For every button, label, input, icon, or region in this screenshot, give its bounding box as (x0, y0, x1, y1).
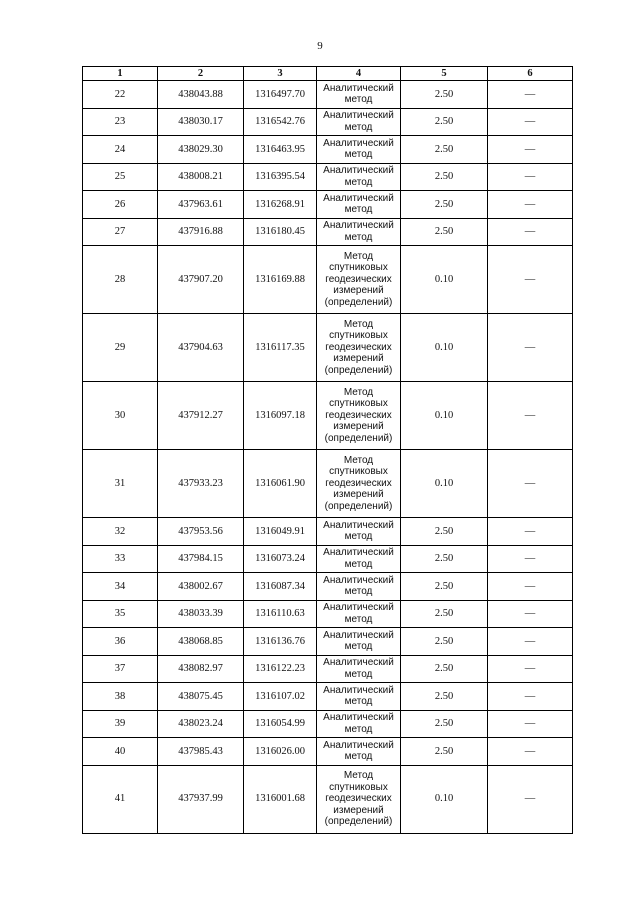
note-cell: — (488, 765, 573, 833)
note-cell: — (488, 191, 573, 219)
y-coordinate-cell: 1316542.76 (244, 108, 317, 136)
note-cell: — (488, 81, 573, 109)
header-col-4: 4 (317, 67, 401, 81)
method-cell: Аналитический метод (317, 518, 401, 546)
point-number-cell: 28 (83, 246, 158, 314)
point-number-cell: 39 (83, 710, 158, 738)
point-number-cell: 24 (83, 136, 158, 164)
x-coordinate-cell: 438002.67 (158, 573, 244, 601)
note-cell: — (488, 655, 573, 683)
accuracy-cell: 2.50 (401, 518, 488, 546)
table-header-row (83, 67, 573, 81)
accuracy-cell: 0.10 (401, 450, 488, 518)
coordinates-table (82, 66, 573, 834)
y-coordinate-cell: 1316054.99 (244, 710, 317, 738)
note-cell: — (488, 163, 573, 191)
x-coordinate-cell: 437984.15 (158, 545, 244, 573)
y-coordinate-cell: 1316169.88 (244, 246, 317, 314)
y-coordinate-cell: 1316136.76 (244, 628, 317, 656)
method-cell: Аналитический метод (317, 191, 401, 219)
y-coordinate-cell: 1316497.70 (244, 81, 317, 109)
x-coordinate-cell: 437916.88 (158, 218, 244, 246)
note-cell: — (488, 218, 573, 246)
point-number-cell: 22 (83, 81, 158, 109)
x-coordinate-cell: 437907.20 (158, 246, 244, 314)
method-cell: Метод спутниковых геодезических измерений (определений) (317, 314, 401, 382)
method-cell: Аналитический метод (317, 683, 401, 711)
note-cell: — (488, 628, 573, 656)
y-coordinate-cell: 1316107.02 (244, 683, 317, 711)
x-coordinate-cell: 438029.30 (158, 136, 244, 164)
header-col-3: 3 (244, 67, 317, 81)
method-cell: Аналитический метод (317, 573, 401, 601)
point-number-cell: 40 (83, 738, 158, 766)
x-coordinate-cell: 437912.27 (158, 382, 244, 450)
header-col-1: 1 (83, 67, 158, 81)
method-cell: Метод спутниковых геодезических измерений (определений) (317, 450, 401, 518)
point-number-cell: 27 (83, 218, 158, 246)
point-number-cell: 26 (83, 191, 158, 219)
y-coordinate-cell: 1316395.54 (244, 163, 317, 191)
x-coordinate-cell: 437953.56 (158, 518, 244, 546)
point-number-cell: 34 (83, 573, 158, 601)
table-body (83, 81, 573, 834)
note-cell: — (488, 600, 573, 628)
accuracy-cell: 2.50 (401, 136, 488, 164)
table-row (83, 600, 573, 628)
note-cell: — (488, 382, 573, 450)
point-number-cell: 31 (83, 450, 158, 518)
accuracy-cell: 2.50 (401, 738, 488, 766)
x-coordinate-cell: 438030.17 (158, 108, 244, 136)
x-coordinate-cell: 438008.21 (158, 163, 244, 191)
x-coordinate-cell: 437985.43 (158, 738, 244, 766)
table-row (83, 108, 573, 136)
note-cell: — (488, 710, 573, 738)
note-cell: — (488, 738, 573, 766)
x-coordinate-cell: 438043.88 (158, 81, 244, 109)
method-cell: Аналитический метод (317, 218, 401, 246)
accuracy-cell: 2.50 (401, 108, 488, 136)
point-number-cell: 30 (83, 382, 158, 450)
table-row (83, 738, 573, 766)
y-coordinate-cell: 1316110.63 (244, 600, 317, 628)
table-row (83, 683, 573, 711)
page-number: 9 (317, 40, 323, 52)
note-cell: — (488, 136, 573, 164)
note-cell: — (488, 314, 573, 382)
method-cell: Аналитический метод (317, 628, 401, 656)
point-number-cell: 36 (83, 628, 158, 656)
table-row (83, 136, 573, 164)
y-coordinate-cell: 1316087.34 (244, 573, 317, 601)
accuracy-cell: 0.10 (401, 765, 488, 833)
y-coordinate-cell: 1316001.68 (244, 765, 317, 833)
table-row (83, 628, 573, 656)
note-cell: — (488, 108, 573, 136)
point-number-cell: 32 (83, 518, 158, 546)
method-cell: Аналитический метод (317, 655, 401, 683)
table-row (83, 710, 573, 738)
y-coordinate-cell: 1316463.95 (244, 136, 317, 164)
y-coordinate-cell: 1316026.00 (244, 738, 317, 766)
accuracy-cell: 2.50 (401, 191, 488, 219)
accuracy-cell: 2.50 (401, 218, 488, 246)
y-coordinate-cell: 1316268.91 (244, 191, 317, 219)
x-coordinate-cell: 437937.99 (158, 765, 244, 833)
method-cell: Аналитический метод (317, 738, 401, 766)
table-row (83, 545, 573, 573)
note-cell: — (488, 573, 573, 601)
table-row (83, 382, 573, 450)
accuracy-cell: 2.50 (401, 683, 488, 711)
accuracy-cell: 0.10 (401, 314, 488, 382)
note-cell: — (488, 450, 573, 518)
table-row (83, 246, 573, 314)
method-cell: Метод спутниковых геодезических измерений (определений) (317, 246, 401, 314)
x-coordinate-cell: 437904.63 (158, 314, 244, 382)
accuracy-cell: 2.50 (401, 655, 488, 683)
note-cell: — (488, 545, 573, 573)
table-row (83, 518, 573, 546)
y-coordinate-cell: 1316097.18 (244, 382, 317, 450)
y-coordinate-cell: 1316049.91 (244, 518, 317, 546)
accuracy-cell: 2.50 (401, 710, 488, 738)
accuracy-cell: 2.50 (401, 81, 488, 109)
table-row (83, 573, 573, 601)
note-cell: — (488, 518, 573, 546)
method-cell: Аналитический метод (317, 163, 401, 191)
x-coordinate-cell: 438068.85 (158, 628, 244, 656)
point-number-cell: 35 (83, 600, 158, 628)
header-col-2: 2 (158, 67, 244, 81)
note-cell: — (488, 246, 573, 314)
point-number-cell: 41 (83, 765, 158, 833)
method-cell: Аналитический метод (317, 545, 401, 573)
x-coordinate-cell: 438075.45 (158, 683, 244, 711)
point-number-cell: 33 (83, 545, 158, 573)
y-coordinate-cell: 1316122.23 (244, 655, 317, 683)
method-cell: Метод спутниковых геодезических измерений (определений) (317, 765, 401, 833)
method-cell: Аналитический метод (317, 600, 401, 628)
point-number-cell: 29 (83, 314, 158, 382)
method-cell: Метод спутниковых геодезических измерений (определений) (317, 382, 401, 450)
x-coordinate-cell: 438033.39 (158, 600, 244, 628)
accuracy-cell: 0.10 (401, 382, 488, 450)
accuracy-cell: 2.50 (401, 628, 488, 656)
y-coordinate-cell: 1316117.35 (244, 314, 317, 382)
header-col-6: 6 (488, 67, 573, 81)
table-row (83, 218, 573, 246)
accuracy-cell: 2.50 (401, 600, 488, 628)
method-cell: Аналитический метод (317, 710, 401, 738)
table-row (83, 163, 573, 191)
point-number-cell: 38 (83, 683, 158, 711)
point-number-cell: 23 (83, 108, 158, 136)
method-cell: Аналитический метод (317, 81, 401, 109)
table-row (83, 450, 573, 518)
y-coordinate-cell: 1316061.90 (244, 450, 317, 518)
table-row (83, 81, 573, 109)
accuracy-cell: 0.10 (401, 246, 488, 314)
table-row (83, 191, 573, 219)
table-row (83, 314, 573, 382)
point-number-cell: 37 (83, 655, 158, 683)
table-row (83, 765, 573, 833)
point-number-cell: 25 (83, 163, 158, 191)
x-coordinate-cell: 438023.24 (158, 710, 244, 738)
y-coordinate-cell: 1316180.45 (244, 218, 317, 246)
accuracy-cell: 2.50 (401, 573, 488, 601)
x-coordinate-cell: 437933.23 (158, 450, 244, 518)
header-col-5: 5 (401, 67, 488, 81)
accuracy-cell: 2.50 (401, 163, 488, 191)
table-row (83, 655, 573, 683)
note-cell: — (488, 683, 573, 711)
method-cell: Аналитический метод (317, 136, 401, 164)
x-coordinate-cell: 437963.61 (158, 191, 244, 219)
accuracy-cell: 2.50 (401, 545, 488, 573)
y-coordinate-cell: 1316073.24 (244, 545, 317, 573)
method-cell: Аналитический метод (317, 108, 401, 136)
x-coordinate-cell: 438082.97 (158, 655, 244, 683)
